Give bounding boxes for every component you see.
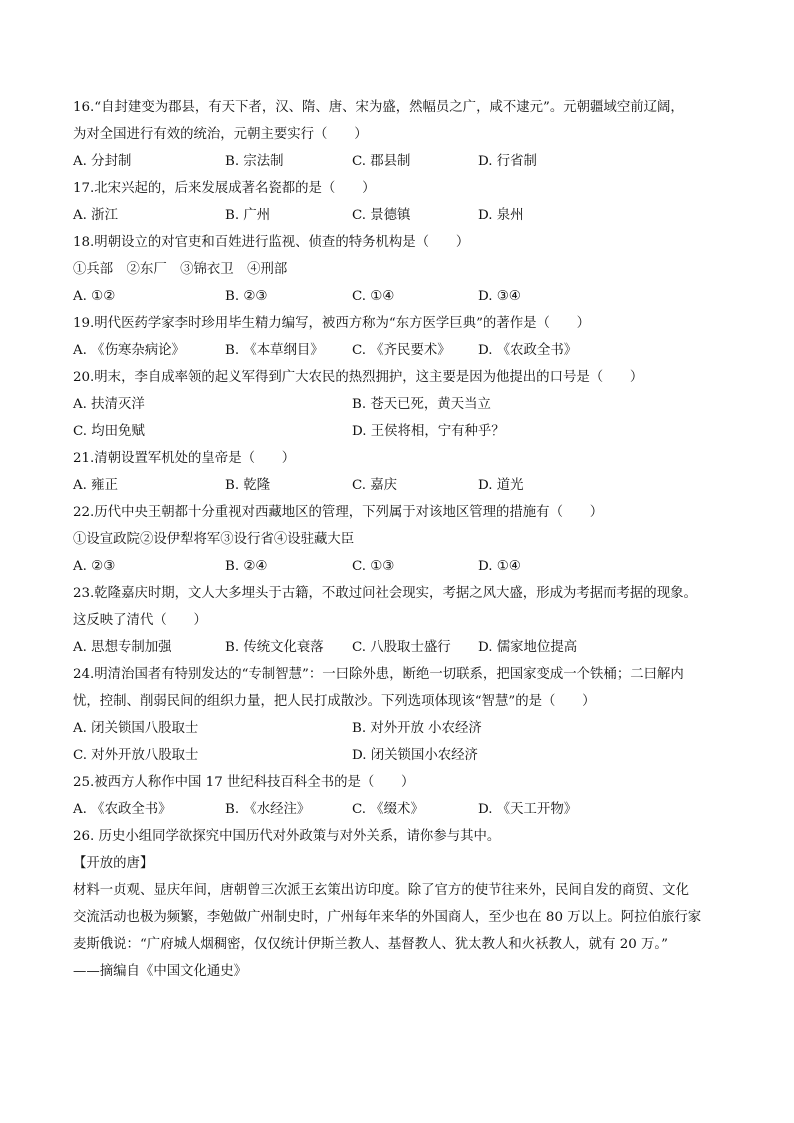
option-d[interactable]: D. 《农政全书》 — [478, 343, 578, 358]
option-b[interactable]: B. 广州 — [225, 208, 271, 223]
material-source: ——摘编自《中国文化通史》 — [73, 964, 248, 979]
options-row — [73, 418, 733, 445]
question-stem: 这反映了清代（ ） — [73, 613, 207, 628]
question-stem: 17.北宋兴起的，后来发展成著名瓷都的是（ ） — [73, 181, 376, 196]
option-c[interactable]: C. ①③ — [352, 559, 395, 574]
options-row — [73, 634, 733, 661]
material-line: 麦斯俄说：“广府城人烟稠密，仅仅统计伊斯兰教人、基督教人、犹太教人和火袄教人，就有 20 万。” — [73, 937, 668, 952]
option-c[interactable]: C. 对外开放八股取士 — [73, 748, 199, 763]
option-d[interactable]: D. 《天工开物》 — [478, 802, 578, 817]
option-d[interactable]: D. 道光 — [478, 478, 524, 493]
option-a[interactable]: A. ①② — [73, 289, 116, 304]
question-17 — [73, 175, 733, 229]
option-b[interactable]: B. 传统文化衰落 — [225, 640, 324, 655]
exam-page — [73, 94, 733, 985]
options-row — [73, 472, 733, 499]
option-c[interactable]: C. 均田免赋 — [73, 424, 145, 439]
option-a[interactable]: A. 分封制 — [73, 154, 132, 169]
question-stem: 19.明代医药学家李时珍用毕生精力编写，被西方称为“东方医学巨典”的著作是（ ） — [73, 316, 591, 331]
question-stem: 18.明朝设立的对官吏和百姓进行监视、侦查的特务机构是（ ） — [73, 235, 470, 250]
option-a[interactable]: A. ②③ — [73, 559, 116, 574]
option-a[interactable]: A. 《伤寒杂病论》 — [73, 343, 185, 358]
options-row — [73, 553, 733, 580]
option-b[interactable]: B. ②④ — [225, 559, 268, 574]
option-a[interactable]: A. 雍正 — [73, 478, 118, 493]
option-a[interactable]: A. 闭关锁国八股取士 — [73, 721, 199, 736]
option-b[interactable]: B. 对外开放 小农经济 — [352, 721, 482, 736]
option-d[interactable]: D. 泉州 — [478, 208, 524, 223]
options-row — [73, 148, 733, 175]
option-c[interactable]: C. ①④ — [352, 289, 395, 304]
option-d[interactable]: D. 儒家地位提高 — [478, 640, 578, 655]
option-a[interactable]: A. 扶清灭洋 — [73, 397, 145, 412]
option-d[interactable]: D. ①④ — [478, 559, 521, 574]
option-d[interactable]: D. 闭关锁国小农经济 — [352, 748, 478, 763]
option-c[interactable]: C. 嘉庆 — [352, 478, 398, 493]
section-title: 【开放的唐】 — [73, 856, 154, 871]
material-line: 材料一贞观、显庆年间，唐朝曾三次派王玄策出访印度。除了官方的使节往来外，民间自发的商贸、文化 — [73, 883, 689, 898]
question-stem: 22.历代中央王朝都十分重视对西藏地区的管理，下列属于对该地区管理的措施有（ ） — [73, 505, 604, 520]
option-d[interactable]: D. ③④ — [478, 289, 521, 304]
option-c[interactable]: C. 八股取士盛行 — [352, 640, 451, 655]
question-stem: 23.乾隆嘉庆时期，文人大多埋头于古籍，不敢过问社会现实，考据之风大盛，形成为考据而考据的现象。 — [73, 586, 697, 601]
question-stem: 为对全国进行有效的统治，元朝主要实行（ ） — [73, 127, 368, 142]
question-stem: 忧，控制、削弱民间的组织力量，把人民打成散沙。下列选项体现该“智慧”的是（ ） — [73, 694, 596, 709]
question-25 — [73, 769, 733, 823]
option-a[interactable]: A. 浙江 — [73, 208, 118, 223]
question-23 — [73, 580, 733, 661]
options-row — [73, 391, 733, 418]
option-c[interactable]: C. 《齐民要术》 — [352, 343, 451, 358]
question-19 — [73, 310, 733, 364]
question-24 — [73, 661, 733, 769]
option-d[interactable]: D. 行省制 — [478, 154, 537, 169]
material-line: 交流活动也极为频繁，李勉做广州制史时，广州每年来华的外国商人，至少也在 80 万以上。阿拉伯旅行家 — [73, 910, 702, 925]
option-b[interactable]: B. 乾隆 — [225, 478, 271, 493]
option-b[interactable]: B. ②③ — [225, 289, 268, 304]
option-a[interactable]: A. 《农政全书》 — [73, 802, 172, 817]
question-choices: ①设宣政院②设伊犁将军③设行省④设驻藏大臣 — [73, 532, 355, 547]
options-row — [73, 202, 733, 229]
question-21 — [73, 445, 733, 499]
option-b[interactable]: B. 苍天已死，黄天当立 — [352, 397, 491, 412]
options-row — [73, 283, 733, 310]
options-row — [73, 796, 733, 823]
question-stem: 20.明末，李自成率领的起义军得到广大农民的热烈拥护，这主要是因为他提出的口号是（ ） — [73, 370, 644, 385]
question-16 — [73, 94, 733, 175]
option-d[interactable]: D. 王侯将相，宁有种乎？ — [352, 424, 505, 439]
options-row — [73, 742, 733, 769]
question-stem: 21.清朝设置军机处的皇帝是（ ） — [73, 451, 296, 466]
option-b[interactable]: B. 《本草纲目》 — [225, 343, 324, 358]
question-20 — [73, 364, 733, 445]
options-row — [73, 337, 733, 364]
question-26 — [73, 823, 733, 985]
question-stem: 24.明清治国者有特别发达的“专制智慧”：一曰除外患，断绝一切联系，把国家变成一个铁桶；二曰解内 — [73, 667, 684, 682]
question-choices: ①兵部 ②东厂 ③锦衣卫 ④刑部 — [73, 262, 288, 277]
option-c[interactable]: C. 《缀术》 — [352, 802, 424, 817]
option-b[interactable]: B. 《水经注》 — [225, 802, 311, 817]
options-row — [73, 715, 733, 742]
question-22 — [73, 499, 733, 580]
question-stem: 26. 历史小组同学欲探究中国历代对外政策与对外关系，请你参与其中。 — [73, 829, 501, 844]
question-18 — [73, 229, 733, 310]
option-c[interactable]: C. 郡县制 — [352, 154, 411, 169]
option-b[interactable]: B. 宗法制 — [225, 154, 284, 169]
question-stem: 16.“自封建变为郡县，有天下者，汉、隋、唐、宋为盛，然幅员之广，咸不逮元”。元朝疆域空前辽阔， — [73, 100, 684, 115]
question-stem: 25.被西方人称作中国 17 世纪科技百科全书的是（ ） — [73, 775, 415, 790]
option-c[interactable]: C. 景德镇 — [352, 208, 411, 223]
option-a[interactable]: A. 思想专制加强 — [73, 640, 172, 655]
